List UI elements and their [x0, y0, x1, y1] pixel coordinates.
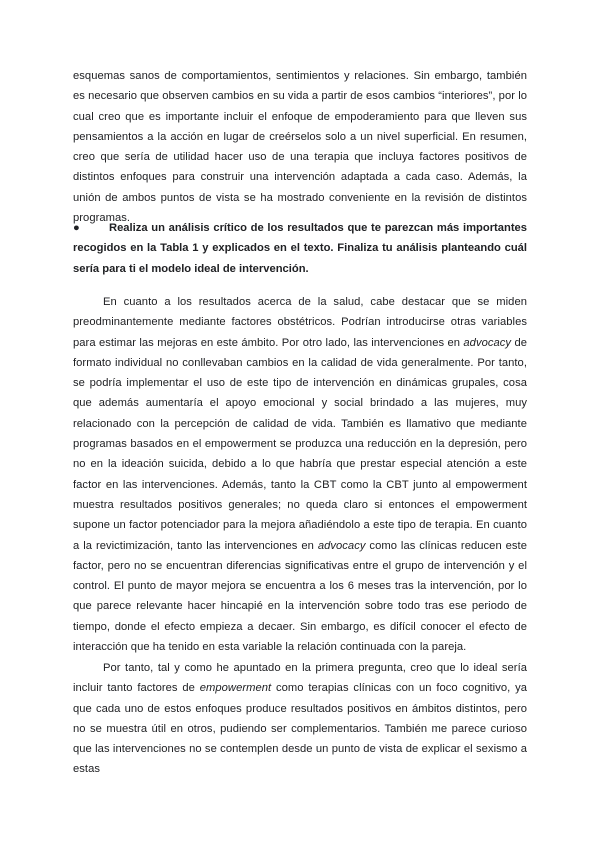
bullet-question-text: Realiza un análisis crítico de los resultados que te parezcan más importantes recogidos en la Tabla 1 y explicados en el texto. Finaliza tu análisis planteando cuál sería para ti el modelo ideal de intervención. [73, 222, 527, 275]
bullet-icon: ● [73, 222, 80, 234]
paragraph-2-part-a: En cuanto a los resultados acerca de la salud, cabe destacar que se miden preodminantemente mediante factores obstétricos. Podrían introducirse otras variables para estimar las mejoras en este ámbito. Por otro lado, las intervenciones en [73, 296, 527, 349]
paragraph-3-part-a: Por tanto, tal y como he apuntado en la primera pregunta, creo que lo ideal sería incluir tanto factores de [73, 662, 527, 695]
paragraph-2-emphasis-1: advocacy [463, 336, 512, 349]
paragraph-3-emphasis-1: empowerment [199, 682, 272, 695]
paragraph-2 [73, 292, 527, 657]
bullet-question [73, 218, 527, 279]
paragraph-2-emphasis-2: advocacy [317, 539, 366, 552]
paragraph-2-part-b: de formato individual no conllevaban cambios en la calidad de vida generalmente. Por tanto, se podría implementar el uso de este tipo de intervención en dinámicas grupales, cosa que además aumentaría el apoyo emocional y social brindado a las mujeres, muy relacionado con la percepción de calidad de vida. También es llamativo que mediante programas basados en el empowerment se produzca una reducción en la depresión, pero no en la ideación suicida, debido a lo que habría que prestar especial atención a este factor en las intervenciones. Además, tanto la CBT como la CBT junto al empowerment muestra resultados positivos generales; no queda claro si entonces el empowerment supone un factor potenciador para la mejora añadiéndolo a este tipo de terapia. En cuanto a la revictimización, tanto las intervenciones en [73, 336, 527, 552]
paragraph-2-part-c: como las clínicas reducen este factor, pero no se encuentran diferencias significativas entre el grupo de intervención y el control. El punto de mayor mejora se encuentra a los 6 meses tras la intervención, por lo que parece relevante hacer hincapié en la intervención sobre todo tras ese periodo de tiempo, donde el efecto empieza a decaer. Sin embargo, es difícil conocer el efecto de interacción que ha tenido en esta variable la relación continuada con la pareja. [73, 539, 527, 654]
paragraph-3-part-b: como terapias clínicas con un foco cognitivo, ya que cada uno de estos enfoques produce resultados positivos en ámbitos distintos, pero no se muestra útil en otros, pudiendo ser complementarios. También me parece curioso que las intervenciones no se contemplen desde un punto de vista de explicar el sexismo a estas [73, 682, 528, 776]
paragraph-3 [73, 658, 527, 780]
paragraph-1: esquemas sanos de comportamientos, sentimientos y relaciones. Sin embargo, también es necesario que observen cambios en su vida a partir de esos cambios “interiores”, por lo cual creo que es importante incluir el enfoque de empoderamiento para que lleven sus pensamientos a la acción en lugar de creérselos solo a un nivel superficial. En resumen, creo que sería de utilidad hacer uso de una terapia que incluya factores positivos de distintos enfoques para construir una intervención adaptada a cada caso. Además, la unión de ambos puntos de vista se ha mostrado conveniente en la revisión de distintos programas. [73, 70, 527, 225]
